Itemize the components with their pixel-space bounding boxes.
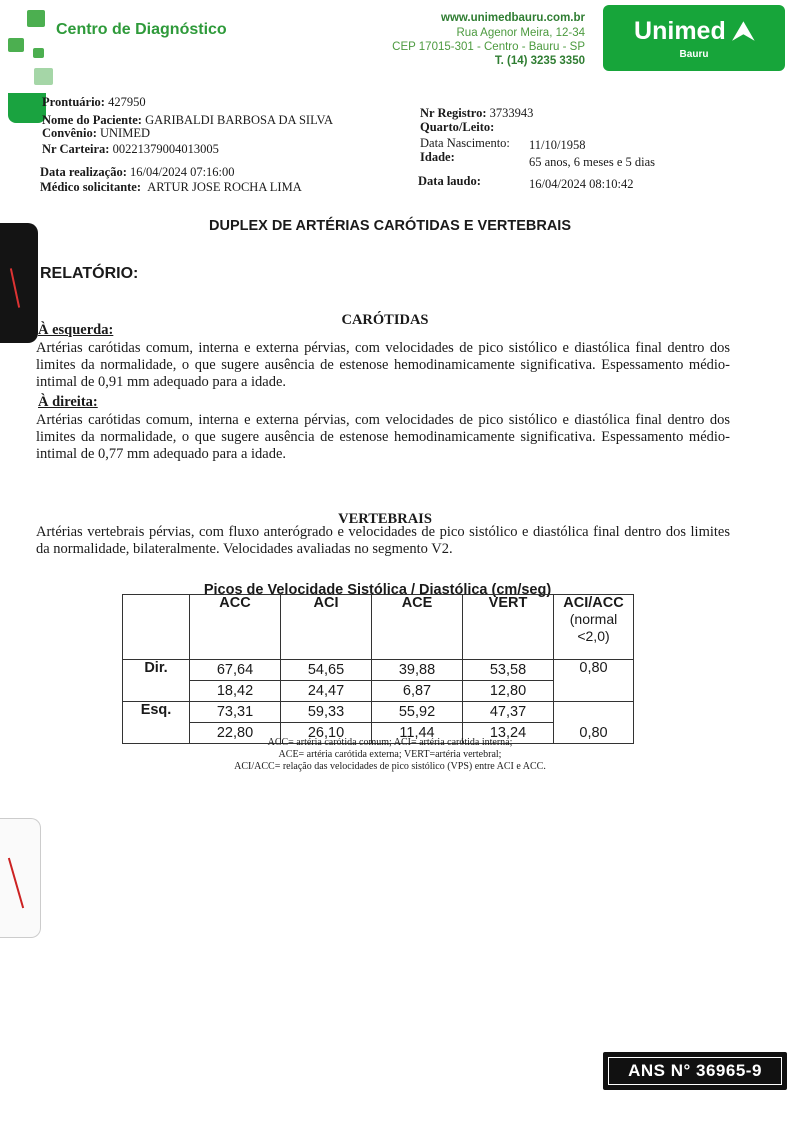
cell-dir-acc-dia: 18,42 — [190, 681, 281, 702]
cell-esq-vert-dia: 13,24 — [463, 723, 554, 744]
green-tab-decoration — [8, 93, 46, 123]
header-ratio — [554, 595, 634, 660]
idade-label: Idade: — [420, 150, 455, 164]
velocity-table — [122, 594, 634, 744]
ratio-header-label: ACI/ACC — [563, 595, 624, 611]
data-nascimento-label: Data Nascimento: — [420, 136, 510, 150]
phone: T. (14) 3235 3350 — [494, 55, 585, 67]
carteira: Nr Carteira: 00221379004013005 — [42, 142, 219, 156]
logo-square — [33, 48, 44, 58]
medico-solicitante: Médico solicitante: ARTUR JOSE ROCHA LIMA — [40, 180, 302, 194]
data-nascimento: 11/10/1958 — [529, 138, 586, 152]
report-title: DUPLEX DE ARTÉRIAS CARÓTIDAS E VERTEBRAIS — [209, 218, 571, 234]
paper-tab-decoration — [0, 818, 41, 938]
convenio: Convênio: UNIMED — [42, 126, 150, 140]
cell-esq-aci-dia: 26,10 — [281, 723, 372, 744]
cell-esq-acc-dia: 22,80 — [190, 723, 281, 744]
legend-line: ACE= artéria carótida externa; VERT=artéria vertebral; — [278, 749, 502, 760]
quarto-leito: Quarto/Leito: — [420, 120, 495, 134]
row-label-dir: Dir. — [123, 660, 190, 702]
ans-badge — [603, 1052, 787, 1090]
ans-number: ANS N° 36965-9 — [608, 1057, 782, 1085]
row-label-esq: Esq. — [123, 702, 190, 744]
logo-tree-icon: ⮝ — [732, 17, 754, 45]
data-realizacao: Data realização: 16/04/2024 07:16:00 — [40, 165, 235, 179]
cell-dir-vert-sys: 53,58 — [463, 660, 554, 681]
patient-name: Nome do Paciente: GARIBALDI BARBOSA DA SILVA — [42, 113, 333, 127]
cell-dir-aci-dia: 24,47 — [281, 681, 372, 702]
website: www.unimedbauru.com.br — [441, 12, 585, 24]
logo-city: Bauru — [679, 49, 709, 60]
logo-square — [27, 10, 45, 27]
corner-cell — [123, 595, 190, 660]
header-aci: ACI — [281, 595, 372, 660]
relatorio-label: RELATÓRIO: — [40, 265, 139, 282]
cell-dir-ace-sys: 39,88 — [372, 660, 463, 681]
cell-esq-acc-sys: 73,31 — [190, 702, 281, 723]
header-acc: ACC — [190, 595, 281, 660]
logo-name: Unimed — [634, 17, 726, 45]
prontuario: Prontuário: 427950 — [42, 95, 146, 109]
legend-line: ACC= artéria carótida comum; ACI= artéria carótida interna; — [267, 737, 513, 748]
cell-esq-ace-sys: 55,92 — [372, 702, 463, 723]
cep-line: CEP 17015-301 - Centro - Bauru - SP — [392, 41, 585, 53]
header-ace: ACE — [372, 595, 463, 660]
cell-dir-aci-sys: 54,65 — [281, 660, 372, 681]
carotidas-heading: CARÓTIDAS — [341, 312, 429, 328]
brand-name: Centro de Diagnóstico — [56, 21, 227, 38]
ratio-normal-note: (normal <2,0) — [569, 611, 618, 644]
logo-square — [8, 38, 24, 52]
data-laudo-label: Data laudo: — [418, 174, 481, 188]
logo-square — [34, 68, 53, 85]
direita-paragraph: Artérias carótidas comum, interna e externa pérvias, com velocidades de pico sistólico e diastólica final dentro dos limites da normalidade, o que sugere ausência de estenose hemodinamicamente significativa. Espessamento médio-intimal de 0,77 mm adequado para a idade. — [36, 412, 730, 462]
data-laudo: 16/04/2024 08:10:42 — [529, 177, 634, 191]
header-vert: VERT — [463, 595, 554, 660]
cell-dir-acc-sys: 67,64 — [190, 660, 281, 681]
idade: 65 anos, 6 meses e 5 dias — [529, 155, 656, 169]
cell-esq-ace-dia: 11,44 — [372, 723, 463, 744]
street-address: Rua Agenor Meira, 12-34 — [456, 27, 585, 39]
cell-esq-aci-sys: 59,33 — [281, 702, 372, 723]
legend-line: ACI/ACC= relação das velocidades de pico sistólico (VPS) entre ACI e ACC. — [234, 761, 546, 772]
registro: Nr Registro: 3733943 — [420, 106, 534, 120]
cell-esq-vert-sys: 47,37 — [463, 702, 554, 723]
cell-dir-ratio: 0,80 — [554, 660, 634, 702]
cell-dir-vert-dia: 12,80 — [463, 681, 554, 702]
vertebrais-paragraph: Artérias vertebrais pérvias, com fluxo anterógrado e velocidades de pico sistólico e diastólica final dentro dos limites da normalidade, bilateralmente. Velocidades avaliadas no segmento V2. — [36, 524, 730, 557]
velocity-table-title: Picos de Velocidade Sistólica / Diastólica (cm/seg) — [203, 582, 552, 598]
direita-heading: À direita: — [38, 394, 98, 410]
cell-esq-ratio: 0,80 — [554, 702, 634, 744]
binder-tab-decoration — [0, 223, 38, 343]
esquerda-paragraph: Artérias carótidas comum, interna e externa pérvias, com velocidades de pico sistólico e diastólica final dentro dos limites da normalidade, o que sugere ausência de estenose hemodinamicamente significativa. Espessamento médio-intimal de 0,91 mm adequado para a idade. — [36, 340, 730, 390]
esquerda-heading: À esquerda: — [38, 322, 114, 338]
cell-dir-ace-dia: 6,87 — [372, 681, 463, 702]
vertebrais-heading: VERTEBRAIS — [338, 511, 432, 527]
unimed-logo — [603, 5, 785, 71]
